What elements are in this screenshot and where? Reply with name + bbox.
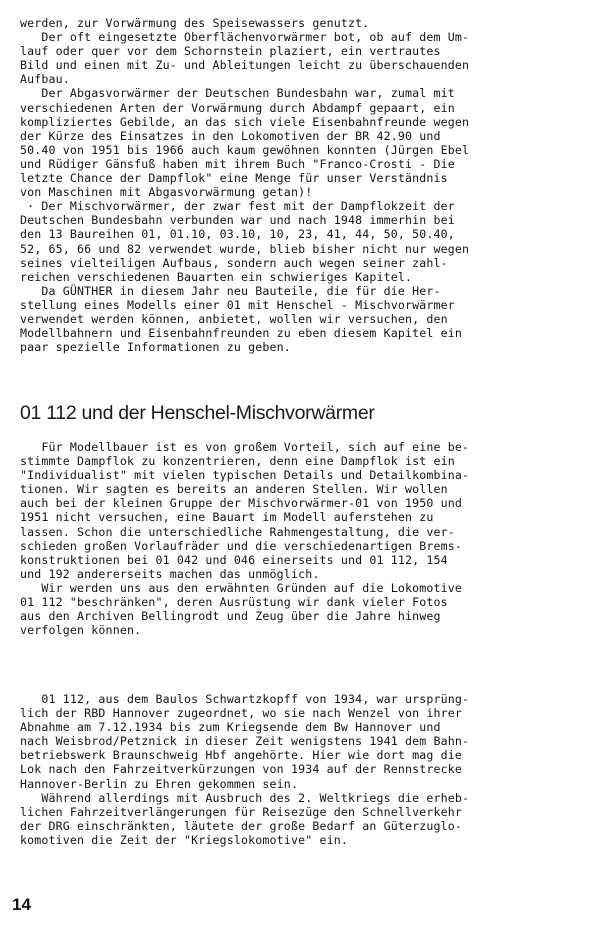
text-line: schieden großen Vorlaufräder und die verschiedenartigen Brems-	[20, 538, 463, 553]
text-line: lichen Fahrzeitverlängerungen für Reisezüge den Schnellverkehr	[20, 804, 463, 819]
text-line: den 13 Baureihen 01, 01.10, 03.10, 10, 23, 41, 44, 50, 50.40,	[20, 227, 455, 242]
text-line: Hannover-Berlin zu Ehren gekommen sein.	[20, 776, 299, 791]
text-line: nach Weisbrod/Petznick in dieser Zeit wenigstens 1941 dem Bahn-	[20, 734, 470, 749]
text-line: 50.40 von 1951 bis 1966 auch kaum gewöhnen konnten (Jürgen Ebel	[20, 142, 470, 157]
text-line: stimmte Dampflok zu konzentrieren, denn eine Dampflok ist ein	[20, 454, 455, 469]
text-line: konstruktionen bei 01 042 und 046 einerseits und 01 112, 154	[20, 552, 448, 567]
text-line: werden, zur Vorwärmung des Speisewassers genutzt.	[20, 16, 370, 30]
text-line: paar spezielle Informationen zu geben.	[20, 340, 291, 355]
text-line: auch bei der kleinen Gruppe der Mischvorwärmer-01 von 1950 und	[20, 496, 463, 511]
text-line: Modellbahnern und Eisenbahnfreunden zu eben diesem Kapitel ein	[20, 326, 463, 341]
text-line: "Individualist" mit vielen typischen Details und Detailkombina-	[20, 468, 470, 483]
text-line: verwendet werden können, anbietet, wollen wir versuchen, den	[20, 311, 448, 326]
text-line: · Der Mischvorwärmer, der zwar fest mit der Dampflokzeit der	[20, 199, 455, 214]
text-line: Abnahme am 7.12.1934 bis zum Kriegsende dem Bw Hannover und	[20, 720, 441, 735]
text-line: 1951 nicht versuchen, eine Bauart im Modell auferstehen zu	[20, 510, 434, 525]
text-line: lauf oder quer vor dem Schornstein plaziert, ein vertrautes	[20, 44, 441, 59]
text-line: der DRG einschränkten, läutete der große Bedarf an Güterzuglo-	[20, 818, 463, 833]
text-line: Bild und einen mit Zu- und Ableitungen leicht zu überschauenden	[20, 58, 470, 73]
text-line: seines vielteiligen Aufbaus, sondern auch wegen seiner zahl-	[20, 255, 448, 270]
text-line: stellung eines Modells einer 01 mit Henschel - Mischvorwärmer	[20, 297, 455, 312]
text-line: Lok nach den Fahrzeitverkürzungen von 1934 auf der Rennstrecke	[20, 762, 463, 777]
text-line: lassen. Schon die unterschiedliche Rahmengestaltung, die ver-	[20, 524, 455, 539]
text-line: 01 112 "beschränken", deren Ausrüstung wir dank vieler Fotos	[20, 595, 448, 610]
text-line: Für Modellbauer ist es von großem Vorteil, sich auf eine be-	[20, 440, 470, 454]
section-text-block-1	[20, 440, 586, 637]
section-heading: 01 112 und der Henschel-Mischvorwärmer	[20, 402, 375, 424]
text-line: reichen verschiedenen Bauarten ein schwieriges Kapitel.	[20, 269, 413, 284]
text-line: verschiedenen Arten der Vorwärmung durch Abdampf gepaart, ein	[20, 100, 455, 115]
text-line: Deutschen Bundesbahn verbunden war und nach 1948 immerhin bei	[20, 213, 455, 228]
text-line: Aufbau.	[20, 72, 70, 87]
text-line: und 192 andererseits machen das unmöglich.	[20, 566, 320, 581]
text-line: letzte Chance der Dampflok" eine Menge für unser Verständnis	[20, 171, 448, 186]
text-line: aus den Archiven Bellingrodt und Zeug über die Jahre hinweg	[20, 609, 441, 624]
text-line: Wir werden uns aus den erwähnten Gründen auf die Lokomotive	[20, 580, 463, 595]
intro-text-block	[20, 16, 586, 354]
text-line: kompliziertes Gebilde, an das sich viele Eisenbahnfreunde wegen	[20, 114, 470, 129]
text-line: tionen. Wir sagten es bereits an anderen Stellen. Wir wollen	[20, 482, 448, 497]
text-line: Da GÜNTHER in diesem Jahr neu Bauteile, die für die Her-	[20, 283, 441, 298]
text-line: Der oft eingesetzte Oberflächenvorwärmer bot, ob auf dem Um-	[20, 30, 470, 45]
text-line: 01 112, aus dem Baulos Schwartzkopff von 1934, war ursprüng-	[20, 692, 470, 706]
text-line: Der Abgasvorwärmer der Deutschen Bundesbahn war, zumal mit	[20, 86, 455, 101]
text-line: lich der RBD Hannover zugeordnet, wo sie nach Wenzel von ihrer	[20, 706, 463, 721]
text-line: der Kürze des Einsatzes in den Lokomotiven der BR 42.90 und	[20, 128, 441, 143]
text-line: 52, 65, 66 und 82 verwendet wurde, blieb bisher nicht nur wegen	[20, 241, 470, 256]
text-line: von Maschinen mit Abgasvorwärmung getan)!	[20, 185, 313, 200]
section-text-block-2	[20, 692, 586, 847]
text-line: betriebswerk Braunschweig Hbf angehörte. Hier wie dort mag die	[20, 748, 463, 763]
text-line: Während allerdings mit Ausbruch des 2. Weltkriegs die erheb-	[20, 790, 470, 805]
page-number: 14	[12, 895, 31, 914]
text-line: und Rüdiger Gänsfuß haben mit ihrem Buch "Franco-Crosti - Die	[20, 156, 455, 171]
text-line: verfolgen können.	[20, 623, 142, 638]
text-line: komotiven die Zeit der "Kriegslokomotive" ein.	[20, 832, 348, 847]
